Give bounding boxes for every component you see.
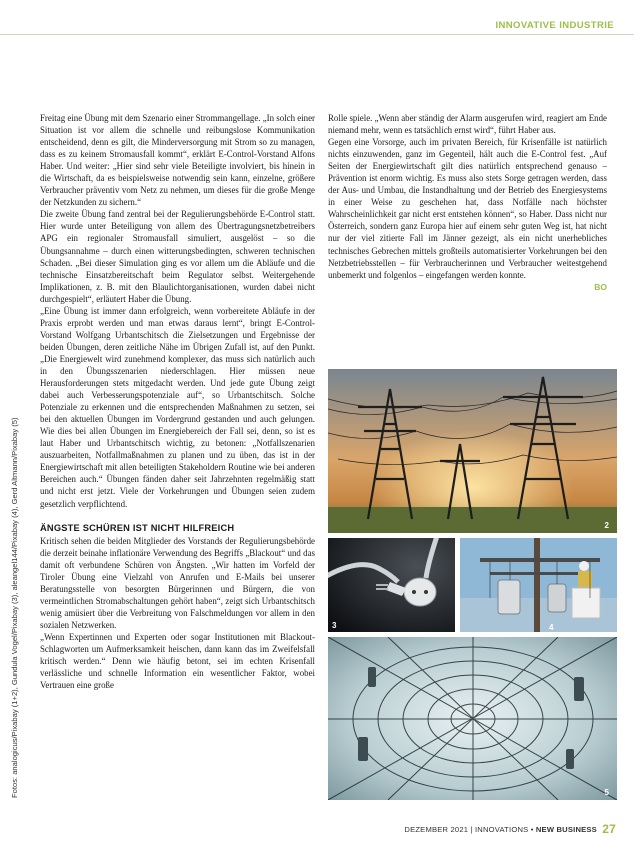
paragraph: Freitag eine Übung mit dem Szenario einer Strommangellage. „In solch einer Situation ist vor allem die schnelle und reibungslose Kommunikation entscheidend, denn es gilt, die Minderversorgung mit Strom so zu managen, dass es zu keinem Stromausfall kommt“, erklärt E-Control-Vorstand Alfons Haber. Und weiter: „Hier sind sehr viele Beteiligte involviert, bis hinein in die Wirtschaft, da es beispielsweise notwendig sein kann, einzelne, größere Verbraucher präventiv vom Netz zu nehmen, um dieses für die große Menge der Netzkunden zu sichern.“ — [40, 113, 315, 208]
photo-number: 5 — [604, 788, 609, 797]
footer-bullet: • — [530, 825, 534, 834]
paragraph: Die zweite Übung fand zentral bei der Regulierungsbehörde E-Control statt. Hier wurde unter Beteiligung von allem des Übertragungsnetzbetreibers APG ein regionaler Stromausfall simuliert, ausgelöst – so die Übungsannahme – durch einen witterungsbedingten, schweren technischen Schaden. „Bei dieser Simulation ging es vor allem um die Abläufe und die technische Einsatzbereitschaft beim Regulator selbst. Weitergehende Implikationen, z. B. mit den Blaulichtorganisationen, wurden dabei nicht durchgespielt“, erläutert Haber die Übung. — [40, 209, 315, 304]
photo-number: 2 — [604, 521, 609, 530]
lineman-illustration — [460, 538, 617, 632]
page-number: 27 — [602, 822, 616, 836]
photo-lineman — [460, 538, 617, 632]
paragraph: „Wenn Expertinnen und Experten oder sogar Institutionen mit Blackout-Schlagworten um Aufmerksamkeit heischen, dann kann das im Zweifelsfall kritisch werden.“ Denn wie häufig betont, sei im echten Krisenfall verlässliche und schnelle Information ein wesentlicher Faktor, wobei Vertrauen eine große — [40, 631, 315, 691]
article-subheading: ÄNGSTE SCHÜREN IST NICHT HILFREICH — [40, 522, 235, 533]
photo-pylon-fisheye — [328, 637, 617, 800]
paragraph: Kritisch sehen die beiden Mitglieder des Vorstands der Regulierungsbehörde die derzeit beinahe inflationäre Verwendung des Begriffs „Blackout“ und das damit oft verbundene Schüren von Ängsten. „Wir hatten im Vorfeld der Tiroler Übung eine Vielzahl von Anrufen und E-Mails bei unserer Beratungsstelle von besorgten Bürgerinnen und Bürgern, die von vermeintlichen Stromabschaltungen gehört haben“, zeigt sich Urbantschitsch wenig amüsiert über die Verbreitung von Falschmeldungen vor allem in den sozialen Netzwerken. — [40, 535, 315, 630]
paragraph: Gegen eine Vorsorge, auch im privaten Bereich, für Krisenfälle ist natürlich nichts einzuwenden, ganz im Gegenteil, hält auch die E-Control fest. „Auf Seiten der Energiewirtschaft gilt dies natürlich entsprechend genauso – Prävention ist enorm wichtig. Es muss also stets Sorge getragen werden, dass der Aus- und Umbau, die Instandhaltung und der Betrieb des Energiesystems in einer Weise zu geschehen hat, dass Notfälle nach höchster Wahrscheinlichkeit gar nicht erst entstehen können“, so Haber. Dass nicht nur Österreich, sondern ganz Europa hier auf einem sehr guten Weg ist, hat nicht nur der viel zitierte Fall im Jänner gezeigt, als ein nicht unerhebliches technisches Gebrechen mittels großteils automatisierter Vorkehrungen bei den Netzbetriebsstellen – für Verbraucherinnen und Verbraucher weitestgehend unbemerkt und folgenlos – eingefangen werden konnte. — [328, 137, 607, 280]
page-footer — [404, 822, 616, 836]
photo-power-pylons — [328, 369, 617, 533]
author-signature: BO — [594, 281, 607, 292]
article-column-right — [328, 112, 607, 293]
paragraph: Rolle spiele. „Wenn aber ständig der Alarm ausgerufen wird, reagiert am Ende niemand mehr, wenn es tatsächlich ernst wird“, führt Haber aus. — [328, 113, 607, 136]
footer-magazine: INNOVATIONS — [475, 825, 529, 834]
paragraph: „Eine Übung ist immer dann erfolgreich, wenn vorbereitete Abläufe in der Praxis erprobt werden und man etwas daraus lernt“, bringt E-Control-Vorstand Wolfgang Urbantschitsch die Zielsetzungen und Ergebnisse der beiden Übungen, deren zeitliche Nähe im Übrigen Zufall ist, auf den Punkt. „Die Energiewelt wird zunehmend komplexer, das muss sich natürlich auch in den Übungsszenarien niederschlagen. Hier müssen neue Herausforderungen stets mitgedacht werden. Und jede gute Übung zeigt dabei auch Verbesserungspotenziale auf“, so Urbantschitsch. Solche Potenziale zu erkennen und die entsprechenden Maßnahmen zu setzen, sei bei den aktuellen Übungen im Vordergrund gestanden und auch gelungen. Wie dies bei allen Übungen im Energiebereich der Fall sei, denn, so ist es laut Haber und Urbantschitsch wichtig, zu betonen: „Notfallszenarien auszuarbeiten, Notfallmaßnahmen zu planen und zu üben, das ist in der Energiewirtschaft mit allen beteiligten Stakeholdern Routine wie bei anderen Bereichen auch.“ Übungen fänden daher seit Jahrzehnten regelmäßig statt und nicht erst jetzt. Viele der Vorkehrungen und Übungen seien zudem gesetzlich verpflichtend. — [40, 305, 315, 509]
article-column-left — [40, 112, 315, 691]
header-rule — [0, 34, 634, 35]
photo-power-plug — [328, 538, 455, 632]
power-pylons-illustration — [328, 369, 617, 533]
photo-credit: Fotos: analogicus/Pixabay (1+2), Gundula Vogel/Pixabay (3), aleangel144/Pixabay (4), Gerd Altmann/Pixabay (5) — [10, 417, 19, 798]
power-plug-illustration — [328, 538, 455, 632]
section-label: INNOVATIVE INDUSTRIE — [495, 20, 614, 31]
footer-publisher: NEW BUSINESS — [535, 825, 597, 834]
footer-separator: | — [470, 825, 473, 834]
pylon-fisheye-illustration — [328, 637, 617, 800]
photo-number-4: 4 — [549, 623, 554, 632]
photo-number: 3 — [332, 621, 337, 630]
footer-month: DEZEMBER 2021 — [404, 825, 469, 834]
